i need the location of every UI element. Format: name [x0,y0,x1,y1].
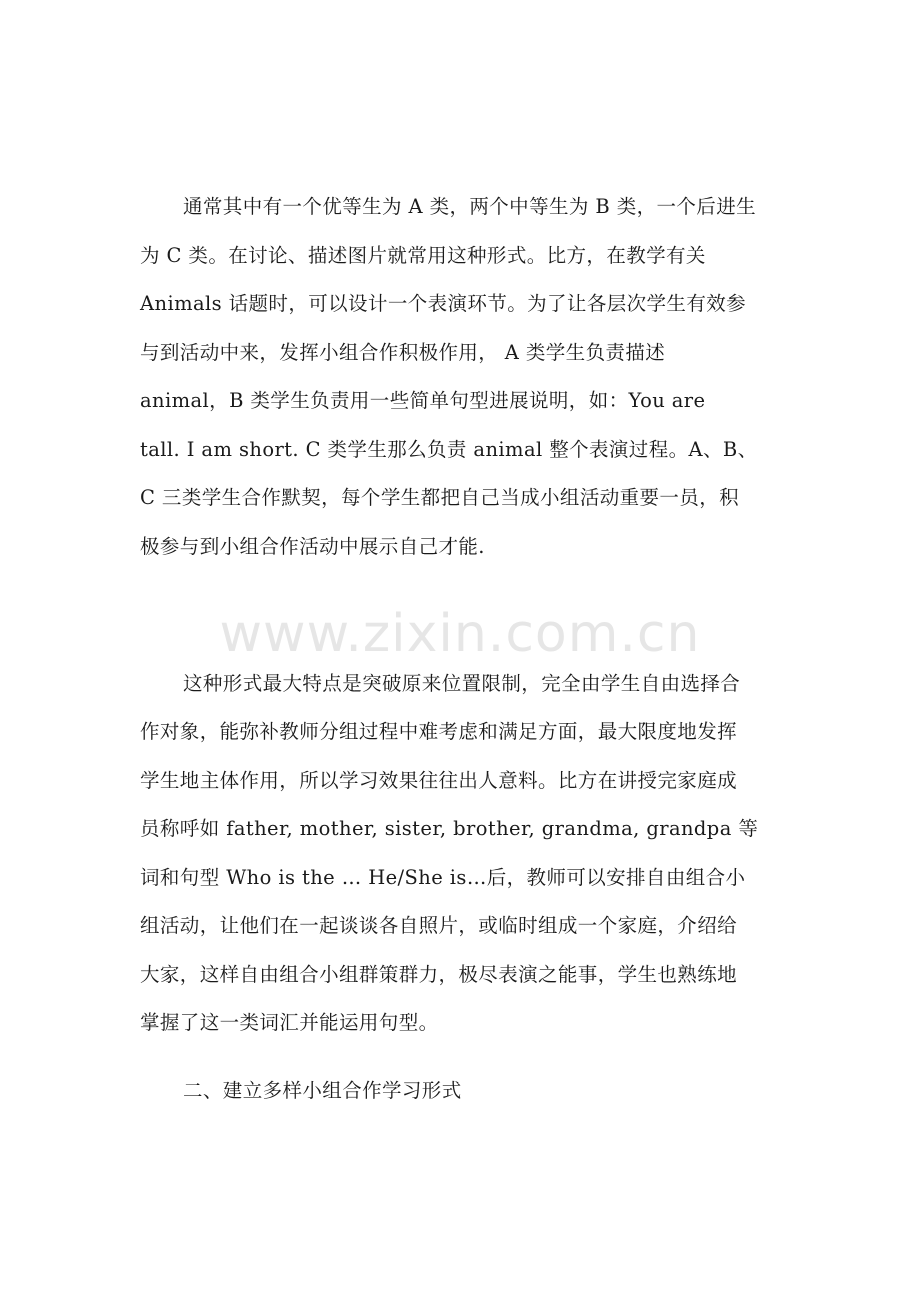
paragraph-1-line-7: C 三类学生合作默契，每个学生都把自己当成小组活动重要一员，积 [140,486,740,509]
paragraph-2-line-8: 掌握了这一类词汇并能运用句型。 [140,1011,439,1034]
paragraph-1-line-4: 与到活动中来，发挥小组合作积极作用， A 类学生负责描述 [140,341,666,364]
paragraph-1-line-1: 通常其中有一个优等生为 A 类，两个中等生为 B 类，一个后进生 [183,195,757,218]
paragraph-2-line-7: 大家，这样自由组合小组群策群力，极尽表演之能事，学生也熟练地 [140,963,738,986]
paragraph-1-line-2: 为 C 类。在讨论、描述图片就常用这种形式。比方，在教学有关 [140,244,706,267]
paragraph-2-line-6: 组活动，让他们在一起谈谈各自照片，或临时组成一个家庭，介绍给 [140,914,738,937]
paragraph-1-line-5: animal，B 类学生负责用一些简单句型进展说明，如：You are [140,389,706,412]
paragraph-1-line-8: 极参与到小组合作活动中展示自己才能. [140,535,485,558]
watermark: www.zixin.com.cn [219,604,701,664]
paragraph-2-line-1: 这种形式最大特点是突破原来位置限制，完全由学生自由选择合 [183,672,741,695]
paragraph-2-line-2: 作对象，能弥补教师分组过程中难考虑和满足方面，最大限度地发挥 [140,720,738,743]
paragraph-1-line-6: tall. I am short. C 类学生那么负责 animal 整个表演过程。A、B、 [140,438,758,461]
paragraph-2-line-5: 词和句型 Who is the … He/She is…后，教师可以安排自由组合小 [140,866,746,889]
section-heading: 二、建立多样小组合作学习形式 [183,1079,462,1102]
paragraph-2-line-4: 员称呼如 father, mother, sister, brother, grandma, grandpa 等 [140,817,759,840]
paragraph-2-line-3: 学生地主体作用，所以学习效果往往出人意料。比方在讲授完家庭成 [140,769,738,792]
paragraph-1-line-3: Animals 话题时，可以设计一个表演环节。为了让各层次学生有效参 [140,292,747,315]
